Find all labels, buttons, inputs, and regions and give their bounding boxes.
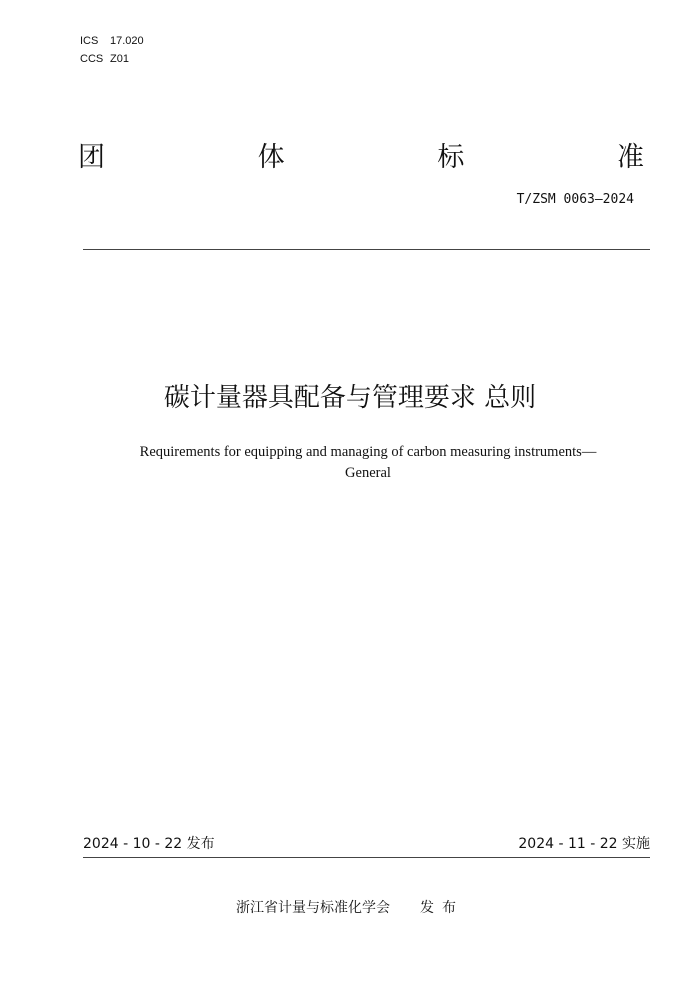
- header-divider: [83, 249, 650, 250]
- issue-date: 2024 - 10 - 22 发布: [83, 836, 215, 852]
- ccs-value: Z01: [110, 53, 129, 65]
- standard-code: T/ZSM 0063—2024: [516, 192, 634, 207]
- title-english-line: Requirements for equipping and managing of carbon measuring instruments—: [139, 444, 597, 460]
- implementation-date: 2024 - 11 - 22 实施: [518, 836, 650, 852]
- ics-classification: [80, 35, 144, 48]
- ics-value: 17.020: [110, 35, 144, 47]
- standard-type-char: 准: [616, 141, 644, 173]
- standard-type-char: 团: [78, 141, 105, 173]
- ccs-classification: [80, 53, 129, 66]
- document-title-english: [100, 442, 636, 484]
- document-title-chinese: 碳计量器具配备与管理要求 总则: [163, 383, 537, 413]
- ics-label: ICS: [80, 35, 99, 47]
- ccs-label: CCS: [80, 53, 104, 65]
- standard-type-char: 体: [257, 141, 285, 173]
- standard-type-heading: [78, 134, 644, 174]
- publisher-action: 发布: [420, 900, 464, 916]
- publisher-line: [0, 898, 700, 918]
- standard-type-char: 标: [437, 141, 465, 173]
- footer-divider: [83, 857, 650, 858]
- title-english-line: General: [345, 465, 391, 481]
- publisher-organization: 浙江省计量与标准化学会: [236, 900, 390, 916]
